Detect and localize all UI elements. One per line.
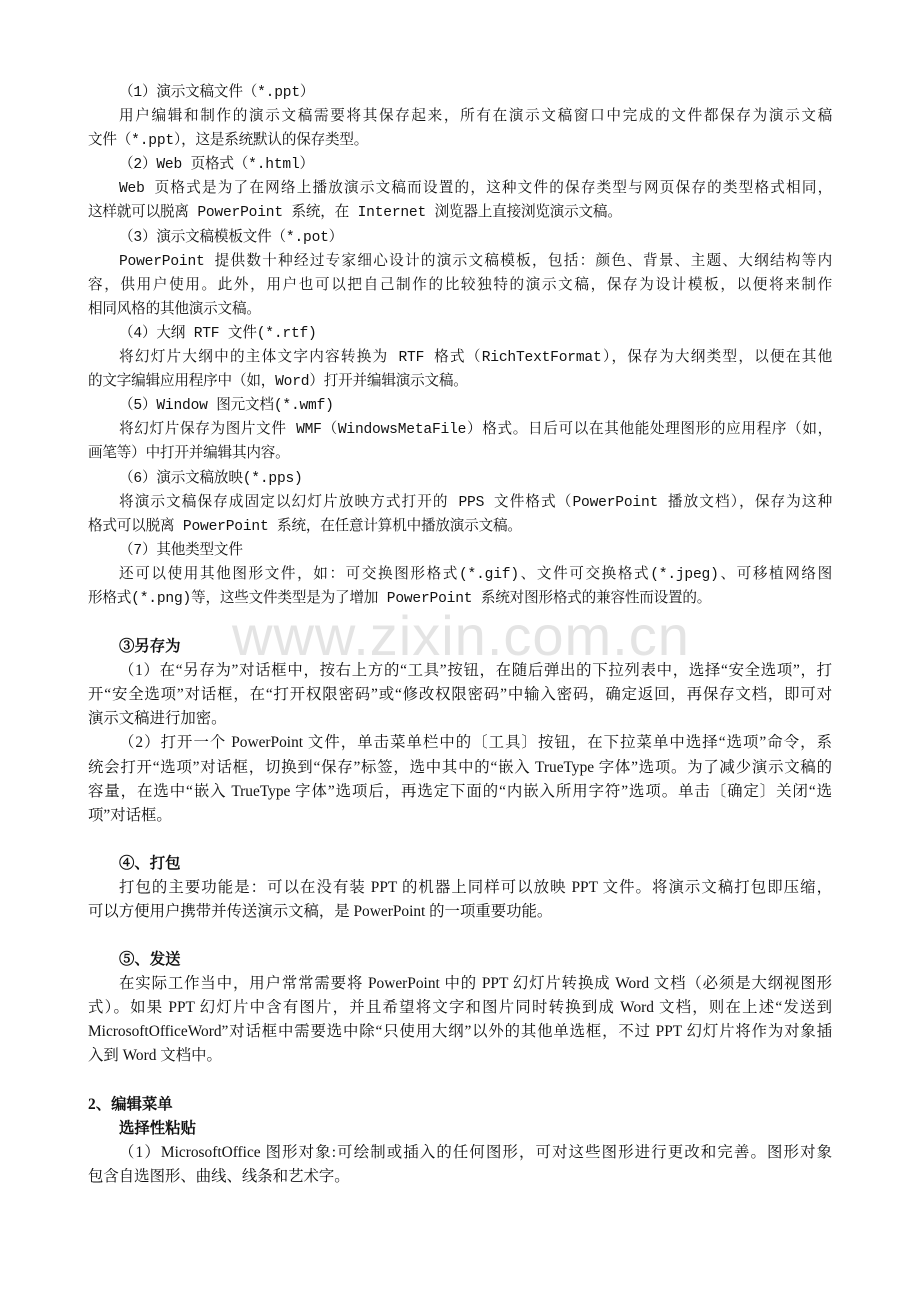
text-line: （3）演示文稿模板文件（*.pot） [119,229,344,246]
text-line: 包含自选图形、曲线、线条和艺术字。 [88,1167,350,1185]
text-line: ④、打包 [119,854,181,872]
section-heading [88,635,832,659]
text-line: 文件（*.ppt），这是系统默认的保存类型。 [88,133,369,150]
text-line: （1）在“另存为”对话框中，按右上方的“工具”按钮，在随后弹出的下拉列表中，选择“安全选项”，打 [119,662,832,680]
text-line: （1）MicrosoftOffice 图形对象:可绘制或插入的任何图形，可对这些图形进行更改和完善。图形对象 [119,1143,832,1161]
text-line: 相同风格的其他演示文稿。 [88,301,261,318]
text-line: 格式可以脱离 PowerPoint 系统，在任意计算机中播放演示文稿。 [88,518,522,535]
text-line: （5）Window 图元文档(*.wmf) [119,398,334,415]
text-line: 2、编辑菜单 [88,1095,173,1113]
text-line: （2）Web 页格式（*.html） [119,157,314,174]
paragraph [88,659,832,828]
section-heading [88,948,832,972]
text-line: 这样就可以脱离 PowerPoint 系统，在 Internet 浏览器上直接浏览演示文稿。 [88,205,622,222]
text-line: （1）演示文稿文件（*.ppt） [119,85,315,101]
paragraph [88,1141,832,1189]
document-body [88,81,832,1189]
text-line: 开“安全选项”对话框，在“打开权限密码”或“修改权限密码”中输入密码，确定返回，再保存文档，即可对 [88,686,832,704]
text-line: 容量，在选中“嵌入 TrueType 字体”选项后，再选定下面的“内嵌入所用字符”选项。单击〔确定〕关闭“选 [88,782,832,800]
text-line: 式）。如果 PPT 幻灯片中含有图片，并且希望将文字和图片同时转换到成 Word 文档，则在上述“发送到 [88,999,832,1017]
section-heading [88,852,832,876]
text-line: （7）其他类型文件 [119,542,243,559]
text-line: 选择性粘贴 [119,1119,196,1137]
text-line: （4）大纲 RTF 文件(*.rtf) [119,325,317,342]
text-line: MicrosoftOfficeWord”对话框中需要选中除“只使用大纲”以外的其他单选框，不过 PPT 幻灯片将作为对象插 [88,1023,832,1041]
text-line: 形格式(*.png)等，这些文件类型是为了增加 PowerPoint 系统对图形格式的兼容性而设置的。 [88,590,712,607]
text-line: 将幻灯片大纲中的主体文字内容转换为 RTF 格式（RichTextFormat），保存为大纲类型，以便在其他 [119,350,832,367]
text-line: 打包的主要功能是：可以在没有装 PPT 的机器上同样可以放映 PPT 文件。将演示文稿打包即压缩， [119,878,832,896]
paragraph [88,876,832,924]
text-line: 将演示文稿保存成固定以幻灯片放映方式打开的 PPS 文件格式（PowerPoint 播放文档），保存为这种 [119,494,832,511]
text-line: 将幻灯片保存为图片文件 WMF（WindowsMetaFile）格式。日后可以在其他能处理图形的应用程序（如， [119,422,832,439]
text-line: （2）打开一个 PowerPoint 文件，单击菜单栏中的〔工具〕按钮，在下拉菜单中选择“选项”命令，系 [119,734,832,752]
text-line: 还可以使用其他图形文件，如：可交换图形格式(*.gif)、文件可交换格式(*.jpeg)、可移植网络图 [119,566,832,583]
text-line: 项”对话框。 [88,806,172,824]
text-line: 容，供用户使用。此外，用户也可以把自己制作的比较独特的演示文稿，保存为设计模板，以便将来制作 [88,277,832,294]
text-line: PowerPoint 提供数十种经过专家细心设计的演示文稿模板，包括：颜色、背景、主题、大纲结构等内 [119,253,832,270]
text-line: 可以方便用户携带并传送演示文稿，是 PowerPoint 的一项重要功能。 [88,903,553,920]
text-line: 画笔等）中打开并编辑其内容。 [88,446,290,463]
text-line: （6）演示文稿放映(*.pps) [119,470,303,487]
watermark: www.zixin.com.cn [232,604,690,667]
section-heading [88,1093,832,1141]
text-line: 入到 Word 文档中。 [88,1047,222,1065]
text-line: 演示文稿进行加密。 [88,710,227,728]
paragraph [88,81,832,611]
text-line: ⑤、发送 [119,951,181,969]
text-line: 统会打开“选项”对话框，切换到“保存”标签，选中其中的“嵌入 TrueType 字体”选项。为了减少演示文稿的 [88,758,832,776]
text-line: 在实际工作当中，用户常常需要将 PowerPoint 中的 PPT 幻灯片转换成 Word 文档（必须是大纲视图形 [119,975,832,993]
paragraph [88,972,832,1068]
text-line: 的文字编辑应用程序中（如，Word）打开并编辑演示文稿。 [88,374,468,391]
text-line: Web 页格式是为了在网络上播放演示文稿而设置的，这种文件的保存类型与网页保存的类型格式相同， [119,181,832,198]
text-line: ③另存为 [119,638,181,656]
text-line: 用户编辑和制作的演示文稿需要将其保存起来，所有在演示文稿窗口中完成的文件都保存为演示文稿 [119,109,832,126]
